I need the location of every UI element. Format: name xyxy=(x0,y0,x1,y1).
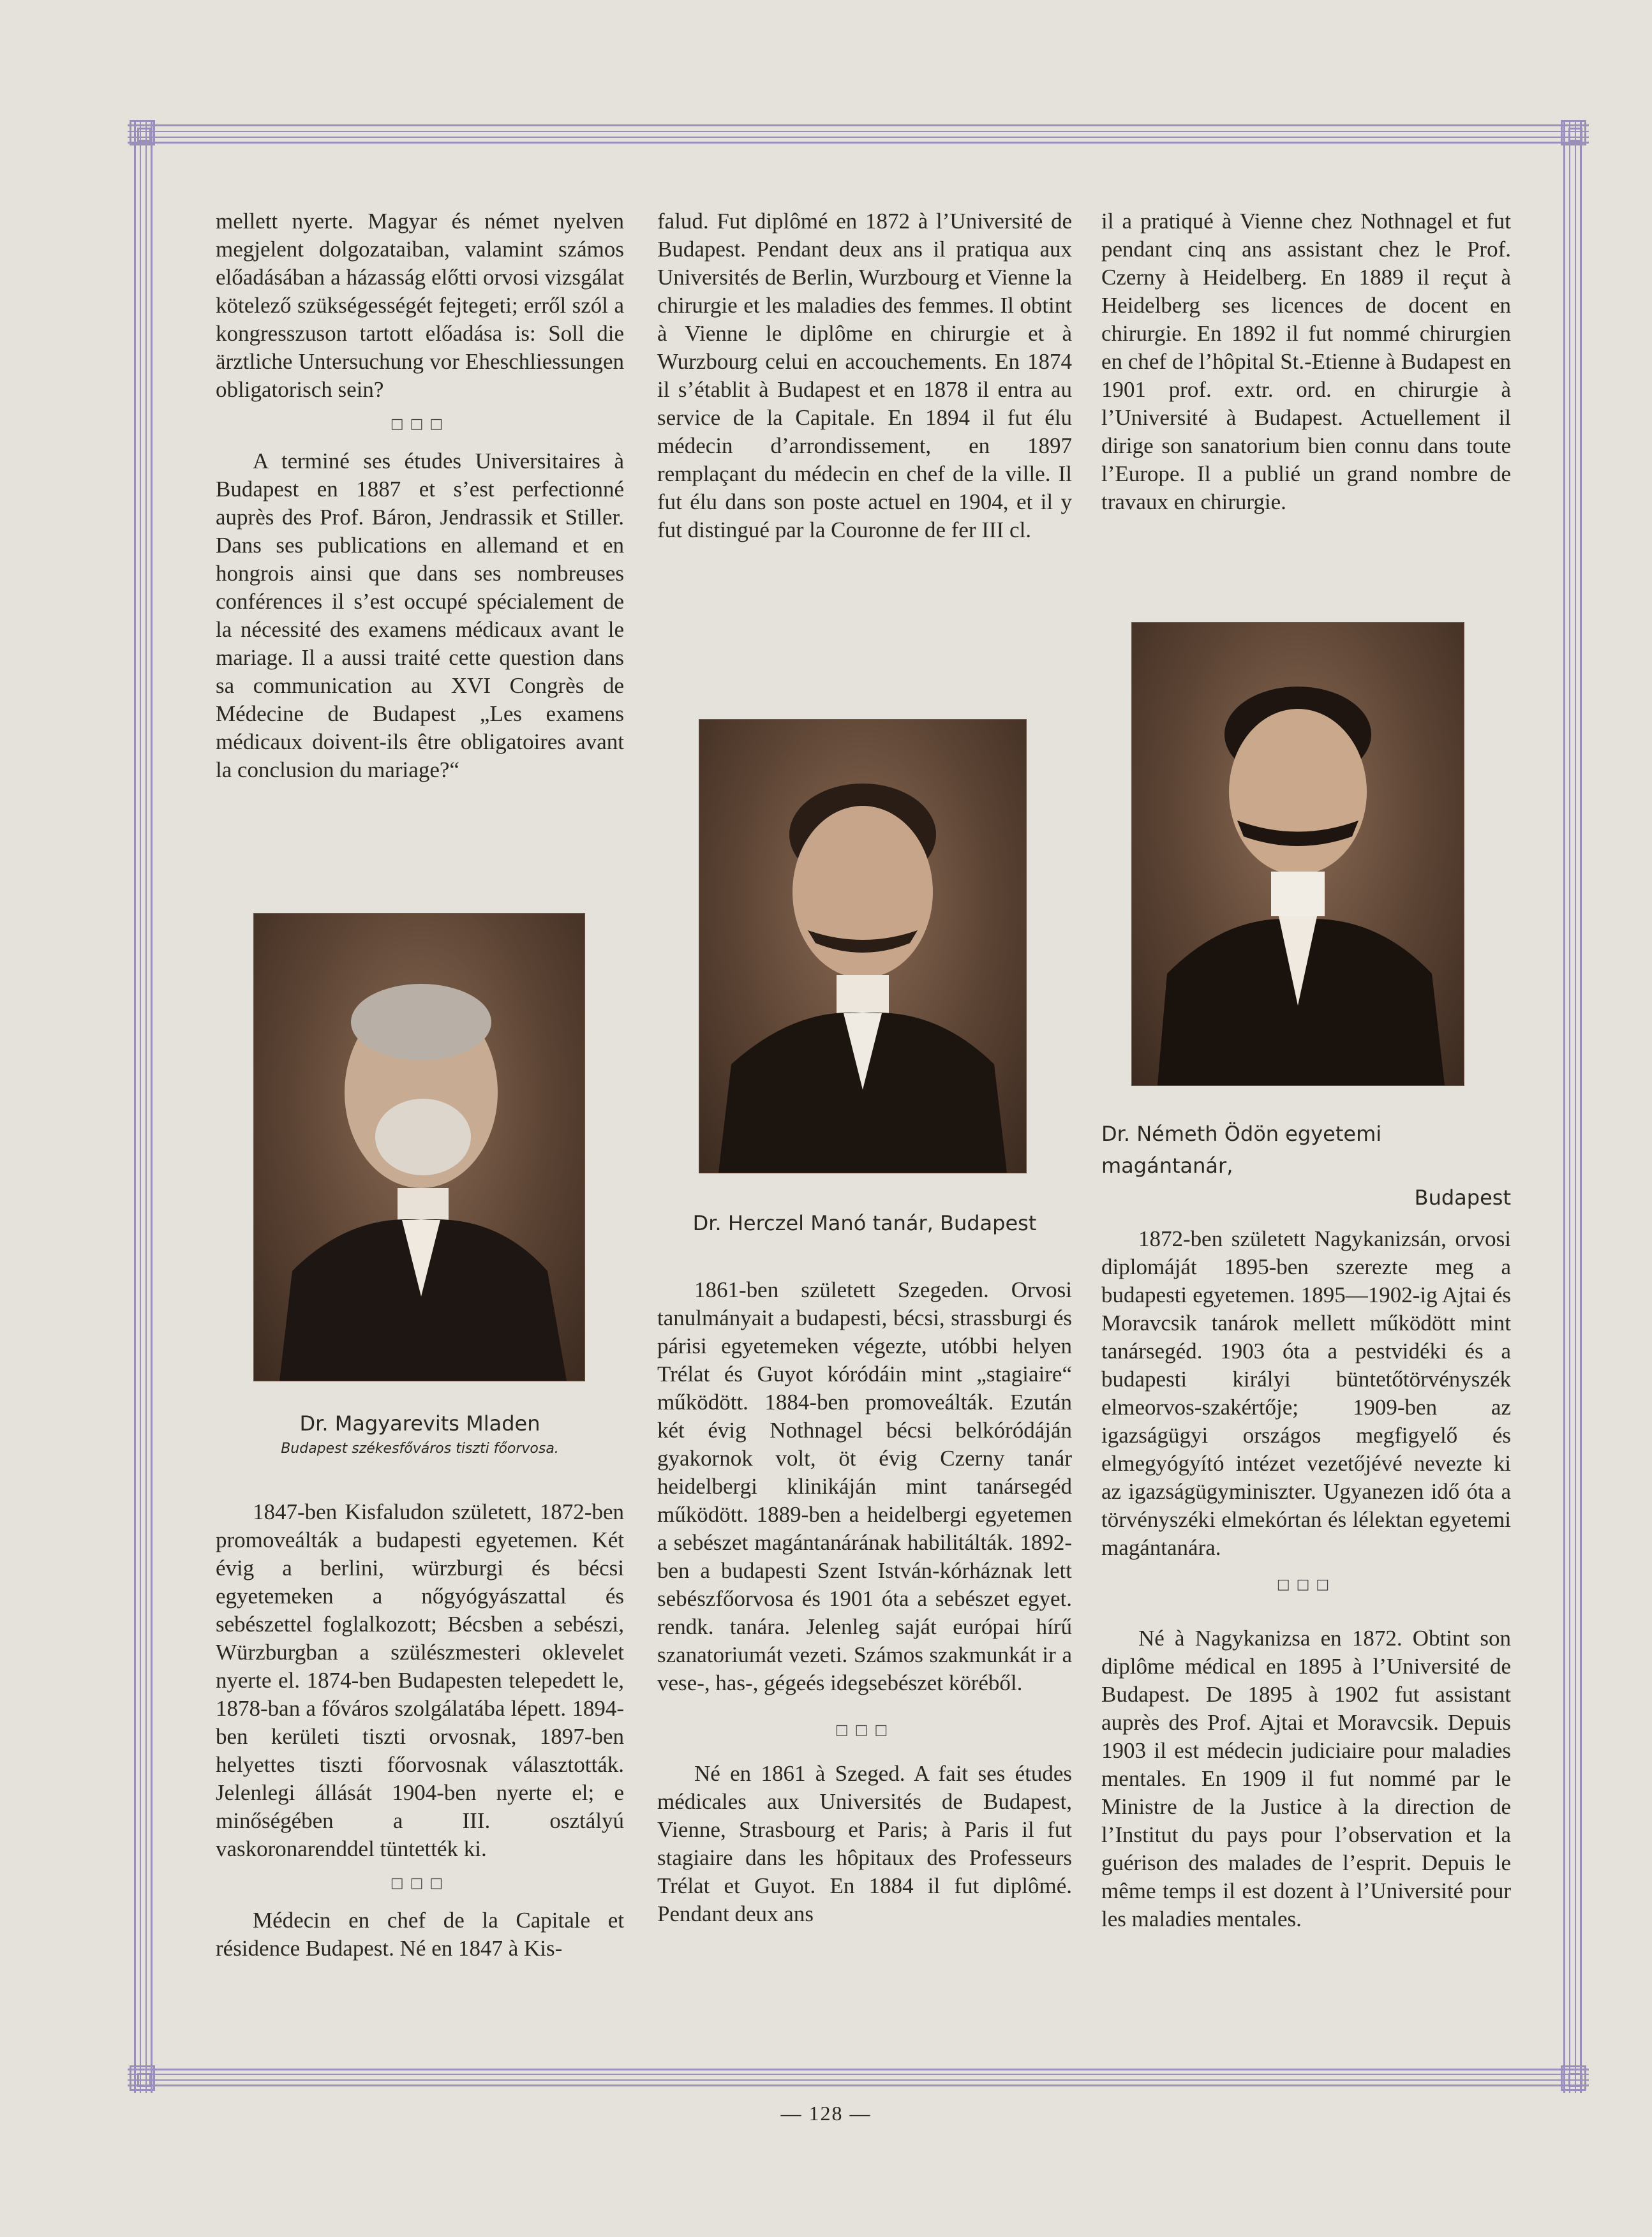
right-column-top xyxy=(1101,207,1511,516)
left-paragraph-3: 1847-ben Kisfaludon született, 1872-ben promoveálták a budapesti egyetemen. Két évig a berlini, würzburgi és bécsi egyetemeken a nőgyógyászattal és sebészettel foglalkozott; Bécsben a sebészi, Würzburgban a szülészmesteri oklevelet nyerte el. 1874-ben Budapesten telepedett le, 1878-ban a főváros szolgálatába lépett. 1894-ben kerületi tiszti orvosnak, 1897-ben helyettes tiszti főorvosnak választották. Jelenlegi állását 1904-ben nyerte el; e minőségében a III. osztályú vaskoronarenddel tüntették ki. xyxy=(216,1499,624,1861)
portrait-silhouette-icon xyxy=(1132,623,1464,1085)
right-paragraph-1: il a pratiqué à Vienne chez Nothnagel et fut pendant cinq ans assistant chez le Prof. Czerny à Heidelberg. En 1889 il reçut à Heidelberg ses licences de docent en chirurgie. En 1892 il fut nommé chirurgien en chef de l’hôpital St.-Etienne à Budapest en 1901 prof. extr. ord. en chirurgie à l’Université à Budapest. Actuellement il dirige son sanatorium bien connu dans toute l’Europe. Il a publié un grand nombre de travaux en chirurgie. xyxy=(1101,209,1511,514)
middle-paragraph-2: 1861-ben született Szegeden. Orvosi tanulmányait a budapesti, bécsi, strassburgi és párisi egyetemeken végezte, utóbbi helyen Trélat és Guyot kóródáin mint „stagiaire“ működött. 1884-ben promoveálták. Ezután két évig Nothnagel bécsi belkóródáján gyakornok volt, öt évig Czerny tanár heidelbergi klinikáján mint tanársegéd működött. 1889-ben a heidelbergi egyetemen a sebészet magántanárának habilitálták. 1892-ben a budapesti Szent István-kórháznak lett sebészfőorvosa és 1901 óta a sebészet egyet. rendk. tanára. Jelenleg saját európai hírű szanatoriumát vezeti. Számos szakmunkát ir a vese-, has-, gégeés idegsebészet köréből. xyxy=(657,1277,1072,1695)
section-separator: □□□ xyxy=(390,416,450,432)
right-column-bottom xyxy=(1101,1225,1511,1933)
portrait-magyarevits xyxy=(254,914,584,1381)
left-paragraph-4: Médecin en chef de la Capitale et résidence Budapest. Né en 1847 à Kis- xyxy=(216,1908,624,1961)
right-paragraph-2: 1872-ben született Nagykanizsán, orvosi diplomáját 1895-ben szerezte meg a budapesti egyetemen. 1895—1902-ig Ajtai és Moravcsik tanárok mellett működött mint tanársegéd. 1903 óta a pestvidéki és a budapesti királyi büntetőtörvényszék elmeorvos-szakértője; 1909-ben az igazságügyi országos megfigyelő és elmegyógyító intézet vezetőjévé nevezte ki az igazságügyminiszter. Ugyanezen idő óta a törvényszéki elmekórtan és lélektan egyetemi magántanára. xyxy=(1101,1226,1511,1560)
section-separator: □□□ xyxy=(835,1722,895,1738)
middle-paragraph-1: falud. Fut diplômé en 1872 à l’Université de Budapest. Pendant deux ans il pratiqua aux Universités de Berlin, Wurzbourg et Vienne la chirurgie et les maladies des femmes. Il obtint à Vienne le diplôme en chirurgie et à Wurzbourg celui en accouchements. En 1874 il s’établit à Budapest et en 1878 il entra au service de la Capitale. En 1894 il fut élu médecin d’arrondissement, en 1897 remplaçant du médecin en chef de la ville. Il fut élu dans son poste actuel en 1904, et il y fut distingué par la Couronne de fer III cl. xyxy=(657,209,1072,542)
caption-magyarevits-name: Dr. Magyarevits Mladen xyxy=(299,1411,540,1436)
portrait-herczel xyxy=(699,720,1026,1173)
portrait-silhouette-icon xyxy=(699,720,1026,1173)
portrait-silhouette-icon xyxy=(254,914,584,1381)
left-paragraph-1: mellett nyerte. Magyar és német nyelven megjelent dolgozataiban, valamint számos előadásában a házasság előtti orvosi vizsgálat kötelező szükségességét fejtegeti; erről szól a kongresszuson tartott előadása is: Soll die ärztliche Untersuchung vor Eheschliessungen obligatorisch sein? xyxy=(216,209,624,402)
caption-nemeth-line1: Dr. Németh Ödön egyetemi magántanár, xyxy=(1101,1122,1382,1178)
middle-column-bottom xyxy=(657,1276,1072,1928)
caption-magyarevits xyxy=(216,1411,624,1457)
frame-corner-bottom-left xyxy=(130,2065,155,2091)
frame-corner-top-left xyxy=(130,120,155,145)
caption-nemeth-line2: Budapest xyxy=(1414,1185,1511,1210)
section-separator: □□□ xyxy=(390,1875,450,1891)
right-paragraph-3: Né à Nagykanizsa en 1872. Obtint son diplôme médical en 1895 à l’Université de Budapest. De 1895 à 1902 fut assistant auprès des Prof. Ajtai et Moravcsik. Depuis 1903 il est médecin judiciaire pour maladies mentales. En 1909 il fut nommé par le Ministre de la Justice à la direction de l’Institut du pays pour l’observation et la guérison des malades de l’esprit. Depuis le même temps il est dozent à l’Université pour les maladies mentales. xyxy=(1101,1626,1511,1931)
caption-nemeth xyxy=(1101,1118,1511,1214)
left-column-bottom xyxy=(216,1498,624,1963)
middle-column-top xyxy=(657,207,1072,544)
caption-herczel: Dr. Herczel Manó tanár, Budapest xyxy=(692,1211,1037,1235)
left-paragraph-2: A terminé ses études Universitaires à Budapest en 1887 et s’est perfectionné auprès des Prof. Báron, Jendrassik et Stiller. Dans ses publications en allemand et en hongrois ainsi que dans ses nombreuses conférences il s’est occupé spécialement de la nécessité des examens médicaux avant le mariage. Il a aussi traité cette question dans sa communication au XVI Congrès de Médecine de Budapest „Les examens médicaux doivent-ils être obligatoires avant la conclusion du mariage?“ xyxy=(216,449,624,782)
left-column-top xyxy=(216,207,624,784)
frame-corner-top-right xyxy=(1561,120,1586,145)
middle-paragraph-3: Né en 1861 à Szeged. A fait ses études médicales aux Universités de Budapest, Vienne, Strasbourg et Paris; à Paris il fut stagiaire dans les hôpitaux des Professeurs Trélat et Guyot. En 1884 il fut diplômé. Pendant deux ans xyxy=(657,1761,1072,1926)
portrait-nemeth xyxy=(1132,623,1464,1085)
section-separator: □□□ xyxy=(1276,1577,1336,1593)
caption-magyarevits-title: Budapest székesfőváros tiszti főorvosa. xyxy=(281,1441,559,1457)
page-number: — 128 — xyxy=(780,2102,872,2125)
frame-corner-bottom-right xyxy=(1561,2065,1586,2091)
